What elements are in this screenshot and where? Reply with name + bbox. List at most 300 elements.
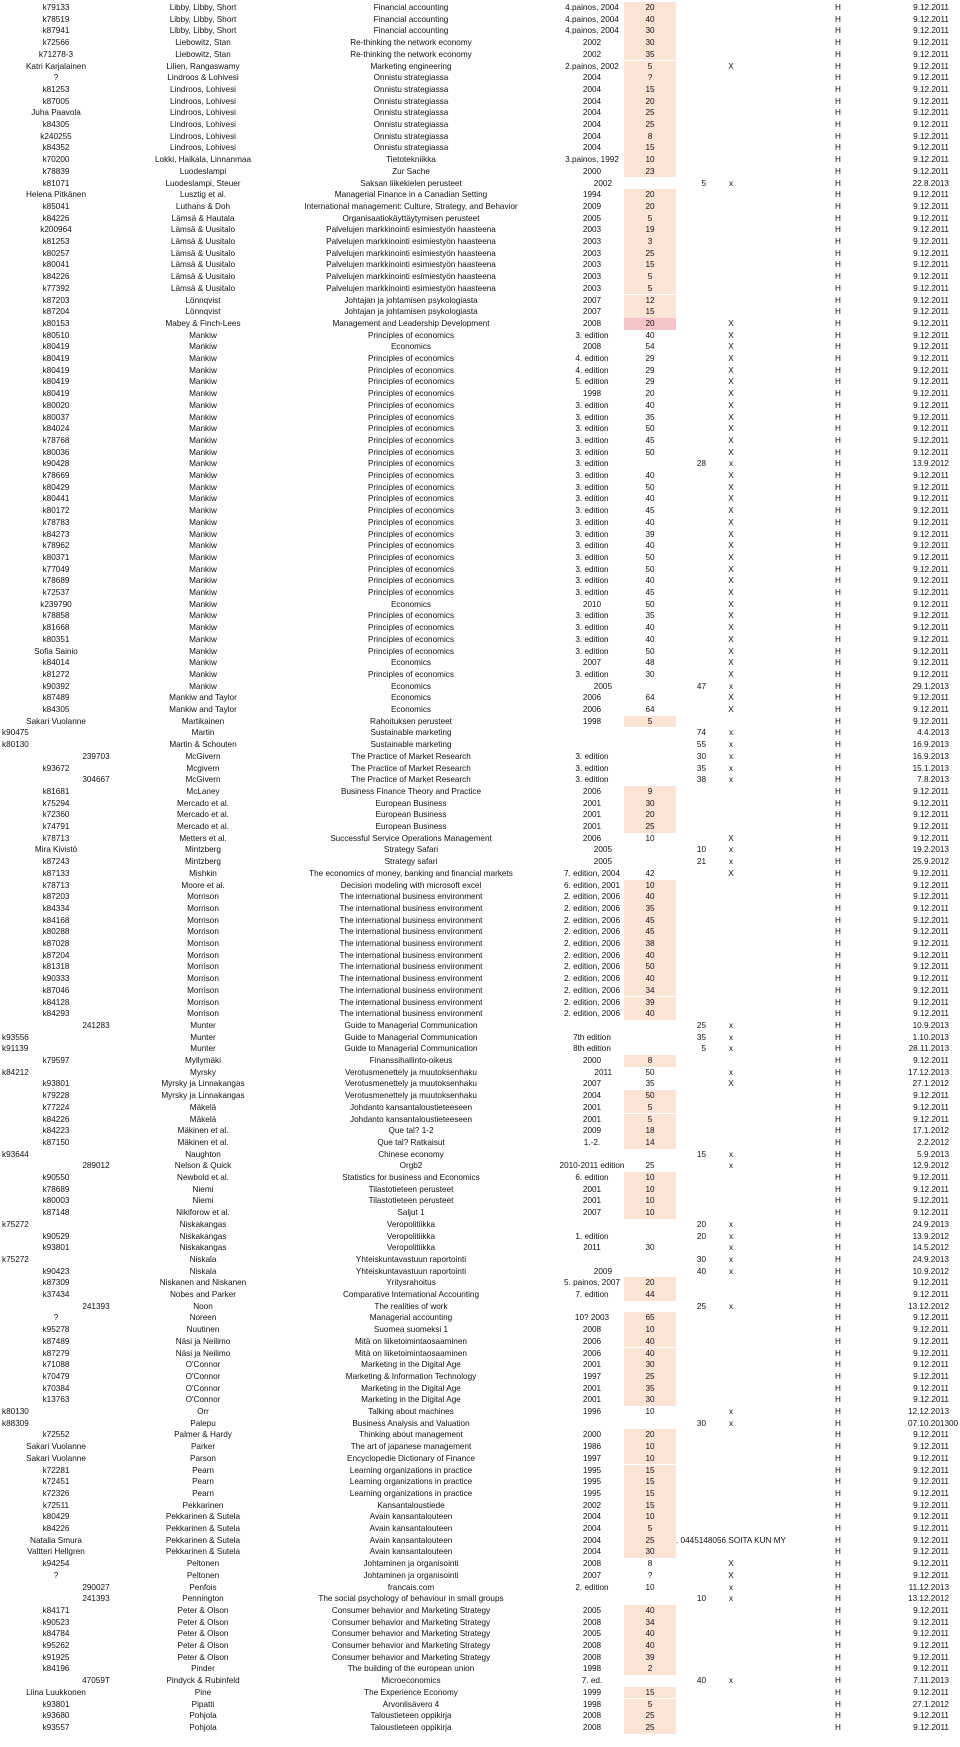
code-cell[interactable]: k95262 [42, 1641, 70, 1650]
quantity-cell[interactable]: 50 [645, 552, 655, 562]
author-cell[interactable]: Mankiw [189, 576, 217, 586]
date-cell[interactable]: 9.12.2011 [913, 400, 949, 410]
title-cell[interactable]: Statistics for business and Economics [342, 1173, 480, 1182]
quantity-cell[interactable]: 20 [624, 318, 676, 330]
code-cell[interactable]: k81253 [42, 237, 70, 246]
quantity-cell[interactable]: 35 [624, 903, 676, 915]
h-cell[interactable]: H [835, 178, 841, 188]
title-cell[interactable]: Mitä on liiketoimintaosaaminen [355, 1336, 467, 1346]
edition-cell[interactable]: 1. edition [575, 1231, 609, 1241]
h-cell[interactable]: H [835, 1371, 841, 1381]
date-cell[interactable]: 22.8.2013 [912, 178, 949, 188]
edition-cell[interactable]: 3. edition [575, 482, 609, 492]
author-cell[interactable]: Peter & Olson [177, 1605, 229, 1615]
date-cell[interactable]: 9.12.2011 [913, 482, 949, 492]
title-cell[interactable]: Onnistu strategiassa [373, 84, 449, 94]
date-cell[interactable]: 13.9.2012 [912, 1231, 949, 1241]
code-cell[interactable]: k80429 [42, 482, 70, 492]
edition-cell[interactable]: 2003 [582, 225, 602, 235]
h-cell[interactable]: H [835, 1430, 841, 1440]
date-cell[interactable]: 29.1.2013 [912, 681, 949, 691]
quantity-cell[interactable]: 45 [645, 506, 655, 516]
edition-cell[interactable]: 1998 [582, 389, 602, 399]
h-cell[interactable]: H [835, 517, 841, 527]
author-cell[interactable]: Morrison [187, 927, 219, 937]
author-cell[interactable]: Mankiw [189, 354, 217, 363]
quantity-cell[interactable]: 35 [624, 49, 676, 61]
author-cell[interactable]: Orr [197, 1407, 209, 1416]
author-cell[interactable]: Luodeslampi, Steuer [165, 178, 241, 188]
title-cell[interactable]: Veropolitiikka [386, 1243, 436, 1253]
code-cell[interactable]: k87204 [42, 307, 70, 317]
title-cell[interactable]: The international business environment [339, 974, 483, 984]
edition-cell[interactable]: 2001 [582, 1102, 602, 1112]
title-cell[interactable]: Principles of economics [367, 506, 454, 516]
quantity-alt-cell[interactable]: 47 [696, 681, 706, 691]
flag-cell[interactable]: X [728, 471, 734, 480]
quantity-cell[interactable]: 40 [645, 541, 655, 551]
title-cell[interactable]: Learning organizations in practice [349, 1465, 473, 1475]
code-cell[interactable]: k90333 [42, 974, 70, 984]
title-cell[interactable]: Arvonlisävero 4 [382, 1699, 440, 1709]
quantity-alt-cell[interactable]: 40 [696, 1676, 706, 1686]
flag-cell[interactable]: X [728, 634, 734, 644]
title-cell[interactable]: The international business environment [339, 1009, 483, 1019]
h-cell[interactable]: H [835, 962, 841, 972]
title-cell[interactable]: Principles of economics [367, 447, 454, 457]
author-cell[interactable]: Pine [194, 1687, 212, 1697]
code-cell[interactable]: k78519 [42, 14, 70, 24]
code-cell[interactable]: k80288 [42, 927, 70, 937]
author-cell[interactable]: Lindroos & Lohivesi [167, 73, 239, 83]
quantity-cell[interactable]: 39 [624, 997, 676, 1009]
quantity-cell[interactable]: 45 [645, 588, 655, 597]
quantity-cell[interactable]: 8 [647, 1559, 653, 1569]
date-cell[interactable]: 9.12.2011 [913, 1009, 949, 1019]
edition-cell[interactable]: 3. edition [575, 751, 609, 761]
code-cell[interactable]: k72511 [42, 1500, 70, 1510]
title-cell[interactable]: Financial accounting [373, 26, 449, 36]
author-cell[interactable]: Niskala [189, 1266, 217, 1276]
date-cell[interactable]: 9.12.2011 [913, 985, 949, 995]
title-cell[interactable]: Veropolitiikka [386, 1231, 436, 1241]
edition-cell[interactable]: 2. edition, 2006 [564, 985, 620, 995]
h-cell[interactable]: H [835, 143, 841, 153]
h-cell[interactable]: H [835, 49, 841, 59]
h-cell[interactable]: H [835, 482, 841, 492]
author-cell[interactable]: Morrison [187, 974, 219, 984]
date-cell[interactable]: 9.12.2011 [913, 1605, 949, 1615]
flag-cell[interactable]: x [728, 1243, 734, 1253]
h-cell[interactable]: H [835, 1617, 841, 1627]
h-cell[interactable]: H [835, 1067, 841, 1077]
title-cell[interactable]: Palvelujen markkinointi esimiestyön haasteena [326, 260, 496, 270]
edition-cell[interactable]: 2007 [582, 1079, 602, 1089]
author-cell[interactable]: Pearn [192, 1465, 214, 1475]
author-cell[interactable]: Nobes and Parker [170, 1290, 236, 1299]
author-cell[interactable]: Pekkarinen & Sutela [165, 1547, 241, 1557]
code-cell[interactable]: k87133 [42, 868, 70, 878]
quantity-cell[interactable]: 38 [624, 938, 676, 950]
date-cell[interactable]: 9.12.2011 [913, 1290, 949, 1299]
h-cell[interactable]: H [835, 868, 841, 878]
flag-cell[interactable]: X [728, 365, 734, 375]
title-cell[interactable]: Taloustieteen oppikirja [370, 1711, 452, 1721]
author-cell[interactable]: Lämsä & Uusitalo [170, 225, 236, 235]
flag-cell[interactable]: x [728, 775, 734, 785]
code-cell[interactable]: k93801 [42, 1243, 70, 1253]
title-cell[interactable]: The international business environment [339, 915, 483, 925]
h-cell[interactable]: H [835, 880, 841, 890]
h-cell[interactable]: H [835, 1208, 841, 1218]
date-cell[interactable]: 9.12.2011 [913, 997, 949, 1007]
quantity-alt-cell[interactable]: 25 [696, 1020, 706, 1030]
date-cell[interactable]: 9.12.2011 [913, 213, 949, 223]
author-cell[interactable]: Penfois [189, 1582, 217, 1592]
edition-cell[interactable]: 3. edition [575, 763, 609, 773]
edition-cell[interactable]: 3. edition [575, 412, 609, 422]
author-cell[interactable]: Pennington [182, 1594, 224, 1604]
quantity-cell[interactable]: 30 [624, 25, 676, 37]
date-cell[interactable]: 9.12.2011 [913, 950, 949, 960]
date-cell[interactable]: 9.12.2011 [913, 190, 949, 200]
code-cell[interactable]: k87489 [42, 1336, 70, 1346]
code-cell[interactable]: k80020 [42, 400, 70, 410]
code-cell[interactable]: k75294 [42, 798, 70, 808]
edition-cell[interactable]: 1999 [582, 1687, 602, 1697]
flag-cell[interactable]: X [728, 693, 734, 703]
edition-cell[interactable]: 7. ed. [581, 1676, 603, 1686]
date-cell[interactable]: 9.12.2011 [913, 1512, 949, 1522]
author-cell[interactable]: Lilien, Rangaswamy [166, 61, 240, 71]
date-cell[interactable]: 5.9.2013 [917, 1149, 949, 1159]
code-cell[interactable]: k95278 [42, 1325, 70, 1335]
title-cell[interactable]: Organisaatiokäyttäytymisen perusteet [342, 213, 480, 223]
edition-cell[interactable]: 2001 [582, 822, 602, 831]
edition-cell[interactable]: 2011 [594, 1067, 612, 1077]
date-cell[interactable]: 9.12.2011 [913, 1278, 949, 1288]
date-cell[interactable]: 9.12.2011 [913, 295, 949, 305]
code-cell[interactable]: k80419 [42, 354, 70, 363]
h-cell[interactable]: H [835, 1091, 841, 1101]
date-cell[interactable]: 9.12.2011 [913, 61, 949, 71]
author-cell[interactable]: Nuutinen [186, 1325, 220, 1335]
edition-cell[interactable]: 3. edition [575, 541, 609, 551]
code-cell[interactable]: k72326 [42, 1488, 70, 1498]
flag-cell[interactable]: x [728, 1161, 734, 1171]
quantity-cell[interactable] [624, 1254, 676, 1266]
flag-cell[interactable]: X [728, 342, 734, 352]
quantity-cell[interactable]: 19 [624, 224, 676, 236]
h-cell[interactable]: H [835, 705, 841, 714]
h-cell[interactable]: H [835, 131, 841, 141]
date-cell[interactable]: 9.12.2011 [913, 506, 949, 516]
date-cell[interactable]: 9.12.2011 [913, 14, 949, 24]
edition-cell[interactable]: 2008 [582, 1641, 602, 1650]
edition-cell[interactable]: 3. edition [575, 447, 609, 457]
code-cell[interactable]: k87309 [42, 1278, 70, 1288]
code-cell[interactable]: k80041 [42, 260, 70, 270]
title-cell[interactable]: Principles of economics [367, 365, 454, 375]
h-cell[interactable]: H [835, 1594, 841, 1604]
code-cell[interactable]: Helena Pitkänen [25, 190, 87, 200]
edition-cell[interactable]: 2. edition, 2006 [564, 1009, 620, 1019]
code-cell[interactable]: k239790 [40, 599, 72, 609]
title-cell[interactable]: Johdanto kansantaloustieteeseen [350, 1114, 472, 1124]
quantity-cell[interactable]: 5 [624, 1114, 676, 1126]
title-cell[interactable]: Principles of economics [367, 576, 454, 586]
quantity-cell[interactable]: 10 [624, 1453, 676, 1465]
date-cell[interactable]: 9.12.2011 [913, 552, 949, 562]
date-cell[interactable]: 9.12.2011 [913, 365, 949, 375]
quantity-cell[interactable]: 35 [645, 1079, 655, 1089]
quantity-cell[interactable] [624, 727, 676, 739]
date-cell[interactable]: 9.12.2011 [913, 96, 949, 106]
title-cell[interactable]: Principles of economics [367, 541, 454, 551]
flag-cell[interactable]: X [728, 412, 734, 422]
author-cell[interactable]: Mankiw [189, 588, 217, 597]
quantity-cell[interactable]: 50 [645, 1067, 655, 1077]
edition-cell[interactable]: 2004 [582, 1547, 602, 1557]
title-cell[interactable]: Talking about machines [368, 1407, 454, 1416]
title-cell[interactable]: Verotusmenettely ja muutoksenhaku [345, 1067, 477, 1077]
h-cell[interactable]: H [835, 330, 841, 340]
h-cell[interactable]: H [835, 225, 841, 235]
code-cell[interactable]: k81253 [42, 84, 70, 94]
h-cell[interactable]: H [835, 833, 841, 843]
quantity-cell[interactable]: 15 [624, 1476, 676, 1488]
date-cell[interactable]: 9.12.2011 [913, 1114, 949, 1124]
h-cell[interactable]: H [835, 1126, 841, 1136]
quantity-alt-cell[interactable]: 10 [696, 1594, 706, 1604]
edition-cell[interactable]: 6. edition, 2001 [564, 880, 620, 890]
edition-cell[interactable]: 2. edition, 2006 [564, 974, 620, 984]
title-cell[interactable]: The international business environment [339, 903, 483, 913]
date-cell[interactable]: 11.12.2013 [908, 1582, 949, 1592]
code-cell[interactable]: k90475 [2, 728, 29, 738]
author-cell[interactable]: Niskala [189, 1254, 217, 1264]
date-cell[interactable]: 9.12.2011 [913, 868, 949, 878]
flag-cell[interactable]: X [728, 564, 734, 574]
title-cell[interactable]: Principles of economics [367, 588, 454, 597]
edition-cell[interactable]: 3. edition [575, 435, 609, 445]
date-cell[interactable]: 9.12.2011 [913, 541, 949, 551]
h-cell[interactable]: H [835, 14, 841, 24]
edition-cell[interactable]: 2005 [593, 857, 612, 867]
author-cell[interactable]: Parson [190, 1453, 216, 1463]
author-cell[interactable]: Luthans & Doh [175, 201, 231, 211]
author-cell[interactable]: Mankiw [189, 669, 217, 679]
h-cell[interactable]: H [835, 646, 841, 656]
h-cell[interactable]: H [835, 201, 841, 211]
h-cell[interactable]: H [835, 1664, 841, 1674]
title-cell[interactable]: Mitä on liiketoimintaosaaminen [355, 1348, 467, 1358]
h-cell[interactable]: H [835, 1524, 841, 1533]
date-cell[interactable]: 27.1.2012 [912, 1079, 949, 1089]
edition-cell[interactable]: 2006 [582, 1348, 602, 1358]
flag-cell[interactable]: X [728, 658, 734, 668]
quantity-cell[interactable]: 10 [624, 880, 676, 892]
code-cell[interactable]: k84024 [42, 424, 70, 434]
author-cell[interactable]: Pearn [192, 1488, 214, 1498]
code-cell[interactable]: k71088 [42, 1360, 70, 1370]
author-cell[interactable]: Pekkarinen & Sutela [165, 1524, 241, 1533]
author-cell[interactable]: Niskakangas [179, 1219, 227, 1229]
author-cell[interactable]: Mankiw [189, 471, 217, 480]
title-cell[interactable]: The economics of money, banking and financial markets [309, 868, 513, 878]
title-cell[interactable]: Financial accounting [373, 14, 449, 24]
title-cell[interactable]: Principles of economics [367, 330, 454, 340]
flag-cell[interactable]: X [728, 669, 734, 679]
edition-cell[interactable]: 3. edition [575, 588, 609, 597]
quantity-cell[interactable]: 40 [624, 1336, 676, 1348]
edition-cell[interactable]: 3. edition [575, 471, 609, 480]
author-cell[interactable]: Libby, Libby, Short [169, 26, 237, 36]
edition-cell[interactable]: 1996 [582, 1407, 602, 1416]
h-cell[interactable]: H [835, 1383, 841, 1393]
date-cell[interactable]: 9.12.2011 [913, 822, 949, 831]
title-cell[interactable]: Financial accounting [373, 3, 449, 12]
quantity-cell[interactable] [624, 458, 676, 470]
edition-cell[interactable]: 2002 [582, 1500, 602, 1510]
edition-cell[interactable]: 2000 [582, 166, 602, 176]
author-cell[interactable]: Mankiw [189, 482, 217, 492]
h-cell[interactable]: H [835, 1711, 841, 1721]
edition-cell[interactable]: 2008 [582, 1652, 602, 1662]
date-cell[interactable]: 9.12.2011 [913, 1500, 949, 1510]
code-cell[interactable]: k80419 [42, 365, 70, 375]
title-cell[interactable]: Johtaminen ja organisointi [363, 1570, 459, 1580]
quantity-cell[interactable]: 39 [645, 529, 655, 539]
date-cell[interactable]: 9.12.2011 [913, 939, 949, 948]
h-cell[interactable]: H [835, 623, 841, 633]
title-cell[interactable]: Principles of economics [367, 634, 454, 644]
flag-cell[interactable]: X [728, 354, 734, 363]
date-cell[interactable]: 9.12.2011 [913, 471, 949, 480]
author-cell[interactable]: Pinder [191, 1664, 215, 1674]
edition-cell[interactable]: 2001 [582, 1360, 602, 1370]
title-cell[interactable]: The international business environment [339, 985, 483, 995]
title-cell[interactable]: Management and Leadership Development [332, 318, 490, 328]
quantity-cell[interactable]: 2 [624, 1663, 676, 1675]
flag-cell[interactable]: x [728, 178, 734, 188]
code-cell[interactable]: 304667 [82, 775, 110, 785]
quantity-alt-cell[interactable]: 5 [701, 178, 706, 188]
quantity-cell[interactable]: 25 [645, 1161, 655, 1171]
author-cell[interactable]: Morrison [187, 892, 219, 902]
quantity-cell[interactable]: 10 [645, 833, 655, 843]
title-cell[interactable]: Strategy safari [384, 857, 438, 867]
quantity-cell[interactable]: 5 [624, 271, 676, 283]
date-cell[interactable]: 9.12.2011 [913, 1091, 949, 1101]
edition-cell[interactable]: 2. edition, 2006 [564, 962, 620, 972]
edition-cell[interactable]: 7. edition, 2004 [564, 868, 620, 878]
author-cell[interactable]: O'Connor [185, 1360, 221, 1370]
flag-cell[interactable]: X [728, 389, 734, 399]
title-cell[interactable]: Sustainable marketing [370, 740, 452, 750]
edition-cell[interactable]: 2004 [582, 120, 602, 129]
title-cell[interactable]: Principles of economics [367, 354, 454, 363]
code-cell[interactable]: k87046 [42, 985, 70, 995]
title-cell[interactable]: Palvelujen markkinointi esimiestyön haasteena [326, 237, 496, 246]
h-cell[interactable]: H [835, 447, 841, 457]
quantity-cell[interactable]: 50 [624, 1090, 676, 1102]
edition-cell[interactable]: 2. edition, 2006 [564, 903, 620, 913]
author-cell[interactable]: Nikiforow et al. [176, 1208, 230, 1218]
edition-cell[interactable]: 2007 [582, 295, 602, 305]
author-cell[interactable]: Naughton [185, 1149, 221, 1159]
title-cell[interactable]: Johtajan ja johtamisen psykologiasta [344, 307, 478, 317]
flag-cell[interactable]: x [728, 1032, 734, 1042]
author-cell[interactable]: Morrison [187, 962, 219, 972]
title-cell[interactable]: The international business environment [339, 927, 483, 937]
author-cell[interactable]: Mankiw [189, 611, 217, 621]
title-cell[interactable]: Thinking about management [359, 1430, 463, 1440]
date-cell[interactable]: 28.11.2013 [908, 1044, 949, 1054]
edition-cell[interactable]: 2. edition, 2006 [564, 892, 620, 902]
h-cell[interactable]: H [835, 412, 841, 422]
quantity-cell[interactable]: 10 [624, 1441, 676, 1453]
h-cell[interactable]: H [835, 1442, 841, 1452]
title-cell[interactable]: Principles of economics [367, 377, 454, 387]
date-cell[interactable]: 9.12.2011 [913, 1488, 949, 1498]
title-cell[interactable]: Onnistu strategiassa [373, 108, 449, 118]
h-cell[interactable]: H [835, 1102, 841, 1112]
quantity-cell[interactable]: 40 [624, 973, 676, 985]
quantity-cell[interactable]: 64 [645, 705, 655, 714]
author-cell[interactable]: Mankiw [189, 506, 217, 516]
quantity-cell[interactable]: 10 [624, 1184, 676, 1196]
h-cell[interactable]: H [835, 950, 841, 960]
title-cell[interactable]: Onnistu strategiassa [373, 143, 449, 153]
title-cell[interactable]: francais.com [387, 1582, 435, 1592]
date-cell[interactable]: 9.12.2011 [913, 131, 949, 141]
quantity-cell[interactable] [624, 1675, 676, 1687]
quantity-alt-cell[interactable]: 21 [696, 857, 706, 867]
quantity-cell[interactable]: 40 [624, 1628, 676, 1640]
author-cell[interactable]: Liebowitz, Stan [175, 49, 231, 59]
author-cell[interactable]: Liebowitz, Stan [175, 38, 231, 48]
quantity-cell[interactable]: 34 [624, 1617, 676, 1629]
code-cell[interactable]: k78689 [42, 1184, 70, 1194]
quantity-cell[interactable]: 15 [624, 1488, 676, 1500]
date-cell[interactable]: 9.12.2011 [913, 424, 949, 434]
quantity-cell[interactable]: 39 [624, 1652, 676, 1664]
flag-cell[interactable]: X [728, 494, 734, 504]
author-cell[interactable]: Mankiw [189, 634, 217, 644]
h-cell[interactable]: H [835, 389, 841, 399]
quantity-cell[interactable]: 20 [624, 201, 676, 213]
title-cell[interactable]: Principles of economics [367, 389, 454, 399]
date-cell[interactable]: 9.12.2011 [913, 1629, 949, 1639]
edition-cell[interactable]: 3. edition [575, 330, 609, 340]
quantity-cell[interactable]: 40 [624, 950, 676, 962]
author-cell[interactable]: Mcgivern [186, 763, 220, 773]
edition-cell[interactable]: 2006 [582, 786, 602, 796]
edition-cell[interactable]: 3. edition [575, 775, 609, 785]
title-cell[interactable]: Economics [390, 705, 432, 714]
quantity-cell[interactable]: 18 [624, 1125, 676, 1137]
flag-cell[interactable]: X [728, 400, 734, 410]
code-cell[interactable]: 290027 [82, 1582, 110, 1592]
code-cell[interactable]: k84293 [42, 1009, 70, 1019]
h-cell[interactable]: H [835, 342, 841, 352]
date-cell[interactable]: 9.12.2011 [913, 1711, 949, 1721]
h-cell[interactable]: H [835, 1161, 841, 1171]
date-cell[interactable]: 9.12.2011 [913, 517, 949, 527]
code-cell[interactable]: k77049 [42, 564, 70, 574]
h-cell[interactable]: H [835, 1196, 841, 1206]
